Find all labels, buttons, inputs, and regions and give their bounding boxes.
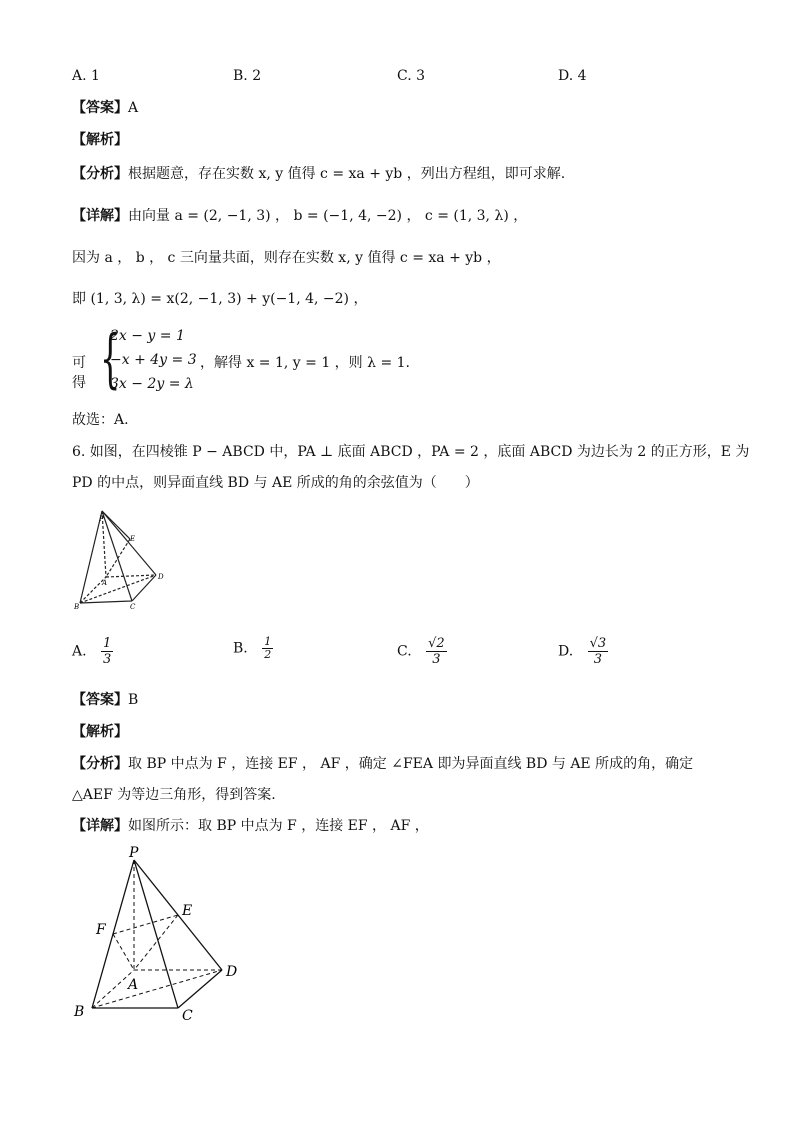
segment-fe bbox=[113, 915, 178, 934]
q5-option-b: B. 2 bbox=[233, 68, 262, 84]
small-label-b: B bbox=[74, 603, 80, 611]
system-prefix: 可得 bbox=[72, 355, 86, 391]
q5-option-d: D. 4 bbox=[558, 68, 587, 84]
q6-answer bbox=[72, 690, 138, 710]
denominator: 2 bbox=[264, 648, 272, 661]
label-e: E bbox=[182, 903, 193, 919]
fenxi-label: 【分析】 bbox=[72, 756, 128, 772]
fraction bbox=[426, 636, 447, 667]
option-letter: A. bbox=[72, 643, 87, 660]
q5-fenxi bbox=[72, 164, 565, 184]
edge-bd bbox=[92, 970, 222, 1008]
xiangjie-text: 如图所示：取 BP 中点为 F ，连接 EF ， AF ， bbox=[128, 818, 429, 834]
option-letter: C. bbox=[397, 643, 412, 660]
fenxi-text: 取 BP 中点为 F ，连接 EF ， AF ，确定 ∠FEA 即为异面直线 BD 与 AE 所成的角，确定 bbox=[128, 756, 694, 772]
q5-analysis-label bbox=[72, 130, 128, 150]
small-label-p: P bbox=[99, 515, 104, 523]
small-pyramid-figure bbox=[72, 505, 172, 615]
small-label-a: A bbox=[102, 579, 108, 587]
system-row: 2x − y = 1 bbox=[110, 328, 185, 344]
numerator: 1 bbox=[103, 636, 112, 651]
q5-line2: 因为 a ， b ， c 三向量共面，则存在实数 x, y 值得 c = xa + yb ， bbox=[72, 250, 501, 266]
xiangjie-label: 【详解】 bbox=[72, 208, 128, 224]
answer-value: B bbox=[128, 692, 139, 708]
q6-option-c bbox=[397, 636, 447, 667]
xiangjie-label: 【详解】 bbox=[72, 818, 128, 834]
system-row: −x + 4y = 3 bbox=[110, 352, 197, 368]
q5-option-c: C. 3 bbox=[397, 68, 426, 84]
q6-option-d bbox=[558, 636, 608, 667]
fraction bbox=[101, 636, 113, 667]
q6-stem-line2: PD 的中点，则异面直线 BD 与 AE 所成的角的余弦值为（ ） bbox=[72, 475, 479, 491]
q6-fenxi-line2: △AEF 为等边三角形，得到答案. bbox=[72, 787, 276, 803]
analysis-label: 【解析】 bbox=[72, 132, 128, 148]
brace-glyph: { bbox=[100, 322, 121, 396]
q5-xiangjie-line1 bbox=[72, 206, 527, 226]
analysis-label: 【解析】 bbox=[72, 724, 128, 740]
small-label-c: C bbox=[130, 603, 136, 611]
q6-xiangjie bbox=[72, 816, 429, 836]
answer-value: A bbox=[128, 100, 139, 116]
q6-stem-line1: 6. 如图，在四棱锥 P − ABCD 中，PA ⊥ 底面 ABCD ，PA = 2 ，底面 ABCD 为边长为 2 的正方形，E 为 bbox=[72, 444, 750, 460]
denominator: 3 bbox=[103, 652, 112, 667]
xiangjie-text: 由向量 a = (2, −1, 3) ， b = (−1, 4, −2) ， c = (1, 3, λ) ， bbox=[128, 208, 528, 224]
fenxi-text: 根据题意，存在实数 x, y 值得 c = xa + yb ，列出方程组，即可求解. bbox=[128, 166, 566, 182]
answer-label: 【答案】 bbox=[72, 692, 128, 708]
system-row: 3x − 2y = λ bbox=[110, 376, 194, 392]
fenxi-label: 【分析】 bbox=[72, 166, 128, 182]
denominator: 3 bbox=[593, 652, 603, 667]
small-label-e: E bbox=[130, 535, 136, 543]
option-letter: B. bbox=[233, 640, 248, 657]
edge-cd bbox=[178, 970, 222, 1008]
label-f: F bbox=[96, 922, 106, 938]
q6-fenxi-line1 bbox=[72, 754, 693, 774]
label-a: A bbox=[128, 977, 139, 993]
pyramid-figure bbox=[70, 842, 260, 1032]
numerator: √2 bbox=[428, 636, 445, 651]
fraction bbox=[262, 636, 273, 661]
q6-option-b bbox=[233, 636, 273, 661]
segment-fa bbox=[113, 934, 134, 970]
answer-label: 【答案】 bbox=[72, 100, 128, 116]
numerator: 1 bbox=[264, 635, 272, 648]
q5-line3: 即 (1, 3, λ) = x(2, −1, 3) + y(−1, 4, −2) ， bbox=[72, 291, 368, 307]
edge-pc bbox=[134, 860, 178, 1008]
label-d: D bbox=[226, 964, 238, 980]
numerator: √3 bbox=[589, 636, 607, 651]
q5-option-a: A. 1 bbox=[72, 68, 100, 84]
label-p: P bbox=[129, 845, 139, 861]
system-suffix: ，解得 x = 1, y = 1 ，则 λ = 1. bbox=[200, 355, 410, 371]
small-label-d: D bbox=[158, 573, 164, 581]
segment-ea bbox=[134, 915, 178, 970]
q5-conclusion: 故选：A. bbox=[72, 412, 129, 428]
q5-answer bbox=[72, 98, 138, 118]
option-letter: D. bbox=[558, 643, 574, 660]
q6-analysis-label bbox=[72, 722, 128, 742]
fraction bbox=[588, 636, 609, 667]
q6-option-a bbox=[72, 636, 113, 667]
label-c: C bbox=[182, 1008, 193, 1024]
label-b: B bbox=[74, 1004, 85, 1020]
denominator: 3 bbox=[432, 652, 441, 667]
